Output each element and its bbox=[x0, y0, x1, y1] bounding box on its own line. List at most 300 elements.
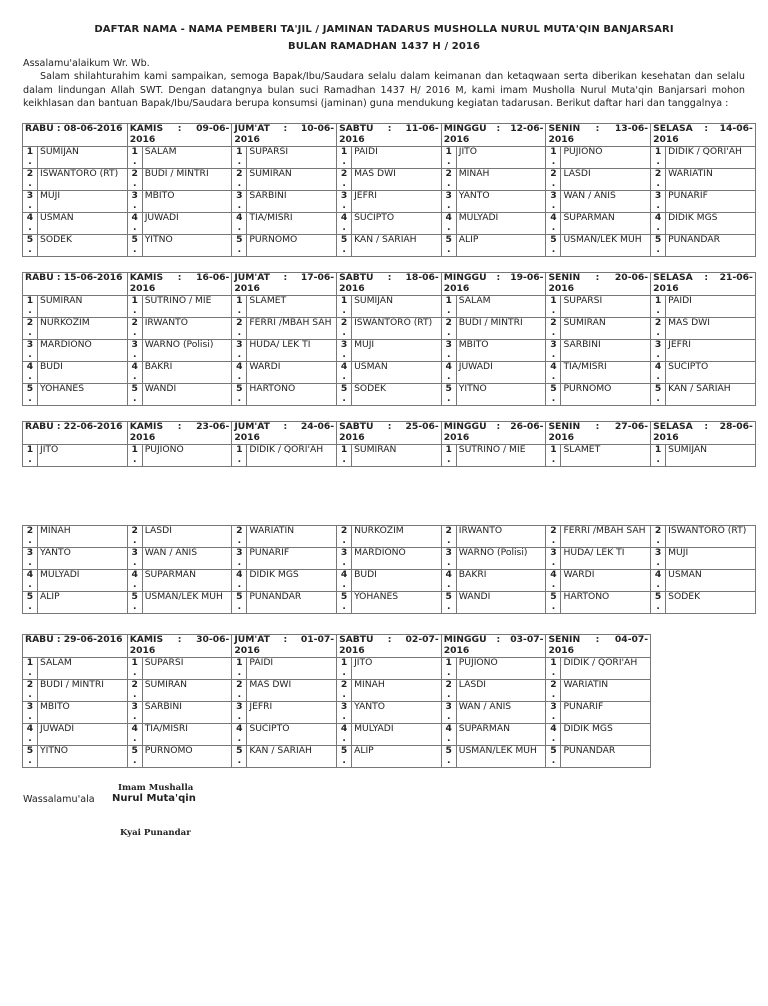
day-header: SABTU : 11-06-2016 bbox=[337, 124, 442, 147]
row-number: 3 . bbox=[441, 340, 456, 362]
row-number: 4 . bbox=[651, 213, 666, 235]
row-number: 2 . bbox=[651, 169, 666, 191]
day-header: RABU : 29-06-2016 bbox=[23, 635, 128, 658]
contributor-name: MULYADI bbox=[38, 570, 128, 592]
row-number: 4 . bbox=[232, 570, 247, 592]
contributor-name: DIDIK / QORI'AH bbox=[561, 658, 651, 680]
day-header: SELASA : 21-06-2016 bbox=[651, 273, 756, 296]
row-number: 5 . bbox=[546, 384, 561, 406]
row-number: 4 . bbox=[127, 213, 142, 235]
row-number: 3 . bbox=[441, 191, 456, 213]
contributor-name: MULYADI bbox=[352, 724, 442, 746]
row-number: 5 . bbox=[651, 592, 666, 614]
day-header: SELASA : 28-06-2016 bbox=[651, 422, 756, 445]
contributor-name: MAS DWI bbox=[352, 169, 442, 191]
row-number: 2 . bbox=[441, 526, 456, 548]
greeting: Assalamu'alaikum Wr. Wb. bbox=[23, 58, 150, 69]
day-header: MINGGU : 19-06-2016 bbox=[441, 273, 546, 296]
contributor-name: KAN / SARIAH bbox=[666, 384, 756, 406]
contributor-name: MINAH bbox=[352, 680, 442, 702]
row-number: 5 . bbox=[651, 235, 666, 257]
row-number: 4 . bbox=[337, 362, 352, 384]
contributor-name: PUJIONO bbox=[456, 658, 546, 680]
contributor-name: SODEK bbox=[38, 235, 128, 257]
row-number: 4 . bbox=[441, 362, 456, 384]
contributor-name: MBITO bbox=[38, 702, 128, 724]
contributor-name: SUCIPTO bbox=[352, 213, 442, 235]
contributor-name: HARTONO bbox=[247, 384, 337, 406]
signer-title: Imam Mushalla bbox=[118, 783, 194, 793]
row-number: 1 . bbox=[651, 296, 666, 318]
row-number: 2 . bbox=[337, 318, 352, 340]
row-number: 4 . bbox=[232, 362, 247, 384]
day-header: SABTU : 02-07-2016 bbox=[337, 635, 442, 658]
contributor-name: SALAM bbox=[142, 147, 232, 169]
row-number: 3 . bbox=[23, 191, 38, 213]
row-number: 3 . bbox=[546, 702, 561, 724]
row-number: 2 . bbox=[546, 169, 561, 191]
day-header: JUM'AT : 10-06-2016 bbox=[232, 124, 337, 147]
table-row bbox=[23, 235, 756, 257]
contributor-name: WAN / ANIS bbox=[142, 548, 232, 570]
row-number: 2 . bbox=[232, 169, 247, 191]
row-number: 5 . bbox=[337, 746, 352, 768]
contributor-name: MUJI bbox=[352, 340, 442, 362]
row-number: 3 . bbox=[127, 548, 142, 570]
contributor-name: PUNARIF bbox=[561, 702, 651, 724]
row-number: 1 . bbox=[23, 147, 38, 169]
contributor-name: PAIDI bbox=[666, 296, 756, 318]
contributor-name: JUWADI bbox=[38, 724, 128, 746]
row-number: 3 . bbox=[651, 340, 666, 362]
contributor-name: USMAN bbox=[38, 213, 128, 235]
contributor-name: JEFRI bbox=[247, 702, 337, 724]
contributor-name: WARIATIN bbox=[666, 169, 756, 191]
row-number: 5 . bbox=[232, 235, 247, 257]
row-number: 1 . bbox=[441, 296, 456, 318]
table-row bbox=[23, 318, 756, 340]
contributor-name: PUNARIF bbox=[247, 548, 337, 570]
row-number: 3 . bbox=[232, 340, 247, 362]
contributor-name: USMAN bbox=[352, 362, 442, 384]
row-number: 1 . bbox=[546, 445, 561, 467]
contributor-name: SUMIRAN bbox=[352, 445, 442, 467]
row-number: 3 . bbox=[651, 548, 666, 570]
row-number: 1 . bbox=[546, 147, 561, 169]
row-number: 2 . bbox=[23, 680, 38, 702]
row-number: 4 . bbox=[546, 570, 561, 592]
row-number: 5 . bbox=[232, 746, 247, 768]
row-number: 5 . bbox=[441, 235, 456, 257]
row-number: 5 . bbox=[23, 235, 38, 257]
contributor-name: BAKRI bbox=[456, 570, 546, 592]
day-header: MINGGU : 12-06-2016 bbox=[441, 124, 546, 147]
row-number: 1 . bbox=[232, 445, 247, 467]
row-number: 3 . bbox=[127, 191, 142, 213]
row-number: 4 . bbox=[651, 362, 666, 384]
day-header: KAMIS : 16-06-2016 bbox=[127, 273, 232, 296]
contributor-name: DIDIK MGS bbox=[561, 724, 651, 746]
row-number: 2 . bbox=[441, 169, 456, 191]
contributor-name: MAS DWI bbox=[247, 680, 337, 702]
contributor-name: SALAM bbox=[456, 296, 546, 318]
contributor-name: SLAMET bbox=[247, 296, 337, 318]
row-number: 5 . bbox=[127, 384, 142, 406]
contributor-name: YANTO bbox=[38, 548, 128, 570]
table-row bbox=[23, 702, 651, 724]
contributor-name: WARIATIN bbox=[247, 526, 337, 548]
day-header: RABU : 22-06-2016 bbox=[23, 422, 128, 445]
day-header: KAMIS : 30-06-2016 bbox=[127, 635, 232, 658]
contributor-name: ALIP bbox=[38, 592, 128, 614]
contributor-name: PUNANDAR bbox=[561, 746, 651, 768]
contributor-name: SLAMET bbox=[561, 445, 651, 467]
contributor-name: USMAN/LEK MUH bbox=[561, 235, 651, 257]
row-number: 3 . bbox=[337, 191, 352, 213]
contributor-name: LASDI bbox=[142, 526, 232, 548]
contributor-name: HUDA/ LEK TI bbox=[561, 548, 651, 570]
contributor-name: MBITO bbox=[456, 340, 546, 362]
row-number: 2 . bbox=[23, 526, 38, 548]
contributor-name: WARDI bbox=[247, 362, 337, 384]
contributor-name: SUPARMAN bbox=[456, 724, 546, 746]
table-row bbox=[23, 592, 756, 614]
schedule-table-week-1 bbox=[22, 123, 756, 257]
letter-body: Salam shilahturahim kami sampaikan, semoga Bapak/Ibu/Saudara selalu dalam keimanan dan ketaqwaan serta diberikan kesehatan dan selalu dalam lindungan Allah SWT. Dengan datangnya bulan suci Ramadhan 1437 H/ 2016 M, kami imam Musholla Nurul Muta'qin Banjarsari mohon keikhlasan dan bantuan Bapak/Ibu/Saudara berupa konsumsi (jaminan) guna mendukung kegiatan tadarusan. Berikut daftar hari dan tanggalnya : bbox=[23, 71, 745, 110]
row-number: 2 . bbox=[546, 526, 561, 548]
day-header: KAMIS : 09-06-2016 bbox=[127, 124, 232, 147]
row-number: 3 . bbox=[546, 548, 561, 570]
contributor-name: USMAN bbox=[666, 570, 756, 592]
contributor-name: MUJI bbox=[38, 191, 128, 213]
row-number: 4 . bbox=[337, 570, 352, 592]
contributor-name: SODEK bbox=[666, 592, 756, 614]
contributor-name: WANDI bbox=[142, 384, 232, 406]
row-number: 2 . bbox=[441, 318, 456, 340]
table-row bbox=[23, 384, 756, 406]
row-number: 4 . bbox=[441, 724, 456, 746]
row-number: 2 . bbox=[337, 680, 352, 702]
contributor-name: MAS DWI bbox=[666, 318, 756, 340]
contributor-name: JITO bbox=[38, 445, 128, 467]
row-number: 1 . bbox=[127, 147, 142, 169]
table-row bbox=[23, 191, 756, 213]
contributor-name: MINAH bbox=[38, 526, 128, 548]
contributor-name: PUNANDAR bbox=[666, 235, 756, 257]
table-row bbox=[23, 340, 756, 362]
row-number: 1 . bbox=[441, 445, 456, 467]
contributor-name: SUCIPTO bbox=[247, 724, 337, 746]
row-number: 2 . bbox=[651, 318, 666, 340]
document-subtitle: BULAN RAMADHAN 1437 H / 2016 bbox=[287, 41, 481, 52]
row-number: 5 . bbox=[441, 746, 456, 768]
contributor-name: DIDIK MGS bbox=[247, 570, 337, 592]
table-row bbox=[23, 724, 651, 746]
row-number: 4 . bbox=[651, 570, 666, 592]
day-header: SENIN : 04-07-2016 bbox=[546, 635, 651, 658]
table-row bbox=[23, 147, 756, 169]
contributor-name: MINAH bbox=[456, 169, 546, 191]
contributor-name: MARDIONO bbox=[352, 548, 442, 570]
contributor-name: WAN / ANIS bbox=[561, 191, 651, 213]
row-number: 2 . bbox=[127, 526, 142, 548]
contributor-name: HARTONO bbox=[561, 592, 651, 614]
row-number: 5 . bbox=[23, 746, 38, 768]
table-row bbox=[23, 658, 651, 680]
row-number: 1 . bbox=[23, 658, 38, 680]
contributor-name: PUNANDAR bbox=[247, 592, 337, 614]
contributor-name: KAN / SARIAH bbox=[247, 746, 337, 768]
table-row bbox=[23, 548, 756, 570]
contributor-name: WARNO (Polisi) bbox=[456, 548, 546, 570]
table-row bbox=[23, 746, 651, 768]
table-row bbox=[23, 445, 756, 467]
row-number: 2 . bbox=[232, 680, 247, 702]
contributor-name: JITO bbox=[352, 658, 442, 680]
row-number: 2 . bbox=[23, 169, 38, 191]
row-number: 1 . bbox=[23, 445, 38, 467]
row-number: 3 . bbox=[441, 702, 456, 724]
contributor-name: YITNO bbox=[456, 384, 546, 406]
row-number: 1 . bbox=[651, 445, 666, 467]
row-number: 3 . bbox=[546, 191, 561, 213]
contributor-name: SARBINI bbox=[561, 340, 651, 362]
contributor-name: WAN / ANIS bbox=[456, 702, 546, 724]
row-number: 3 . bbox=[23, 702, 38, 724]
contributor-name: SUMIJAN bbox=[352, 296, 442, 318]
contributor-name: SUPARSI bbox=[142, 658, 232, 680]
row-number: 3 . bbox=[23, 548, 38, 570]
contributor-name: ALIP bbox=[352, 746, 442, 768]
day-header: SABTU : 25-06-2016 bbox=[337, 422, 442, 445]
row-number: 5 . bbox=[232, 384, 247, 406]
contributor-name: YANTO bbox=[456, 191, 546, 213]
row-number: 2 . bbox=[23, 318, 38, 340]
contributor-name: SARBINI bbox=[247, 191, 337, 213]
row-number: 1 . bbox=[546, 296, 561, 318]
row-number: 2 . bbox=[337, 169, 352, 191]
table-row bbox=[23, 362, 756, 384]
contributor-name: SUMIJAN bbox=[666, 445, 756, 467]
contributor-name: SALAM bbox=[38, 658, 128, 680]
document-title: DAFTAR NAMA - NAMA PEMBERI TA'JIL / JAMINAN TADARUS MUSHOLLA NURUL MUTA'QIN BANJARSARI bbox=[94, 24, 674, 35]
contributor-name: SUPARMAN bbox=[142, 570, 232, 592]
row-number: 1 . bbox=[23, 296, 38, 318]
row-number: 5 . bbox=[337, 592, 352, 614]
day-header: SENIN : 13-06-2016 bbox=[546, 124, 651, 147]
row-number: 4 . bbox=[232, 724, 247, 746]
row-number: 3 . bbox=[232, 702, 247, 724]
row-number: 2 . bbox=[337, 526, 352, 548]
row-number: 5 . bbox=[441, 384, 456, 406]
row-number: 5 . bbox=[23, 384, 38, 406]
row-number: 3 . bbox=[23, 340, 38, 362]
table-row bbox=[23, 570, 756, 592]
contributor-name: SUPARSI bbox=[247, 147, 337, 169]
row-number: 2 . bbox=[232, 526, 247, 548]
day-header: MINGGU : 03-07-2016 bbox=[441, 635, 546, 658]
contributor-name: JITO bbox=[456, 147, 546, 169]
row-number: 1 . bbox=[232, 658, 247, 680]
row-number: 4 . bbox=[337, 213, 352, 235]
contributor-name: FERRI /MBAH SAH bbox=[561, 526, 651, 548]
contributor-name: ISWANTORO (RT) bbox=[352, 318, 442, 340]
row-number: 5 . bbox=[23, 592, 38, 614]
contributor-name: MULYADI bbox=[456, 213, 546, 235]
row-number: 5 . bbox=[337, 235, 352, 257]
contributor-name: YOHANES bbox=[352, 592, 442, 614]
row-number: 1 . bbox=[127, 445, 142, 467]
contributor-name: USMAN/LEK MUH bbox=[142, 592, 232, 614]
day-header: JUM'AT : 01-07-2016 bbox=[232, 635, 337, 658]
contributor-name: BUDI / MINTRI bbox=[38, 680, 128, 702]
contributor-name: YANTO bbox=[352, 702, 442, 724]
row-number: 4 . bbox=[546, 213, 561, 235]
contributor-name: PURNOMO bbox=[561, 384, 651, 406]
row-number: 2 . bbox=[651, 526, 666, 548]
schedule-table-week-3 bbox=[22, 421, 756, 467]
row-number: 3 . bbox=[546, 340, 561, 362]
day-header: SABTU : 18-06-2016 bbox=[337, 273, 442, 296]
row-number: 1 . bbox=[337, 658, 352, 680]
contributor-name: SUMIJAN bbox=[38, 147, 128, 169]
signer-org: Nurul Muta'qin bbox=[112, 793, 196, 804]
row-number: 2 . bbox=[441, 680, 456, 702]
row-number: 4 . bbox=[127, 570, 142, 592]
contributor-name: FERRI /MBAH SAH bbox=[247, 318, 337, 340]
row-number: 4 . bbox=[23, 213, 38, 235]
contributor-name: SODEK bbox=[352, 384, 442, 406]
row-number: 2 . bbox=[127, 318, 142, 340]
contributor-name: ISWANTORO (RT) bbox=[666, 526, 756, 548]
contributor-name: SUMIRAN bbox=[142, 680, 232, 702]
table-row bbox=[23, 169, 756, 191]
row-number: 3 . bbox=[127, 340, 142, 362]
contributor-name: PURNOMO bbox=[142, 746, 232, 768]
row-number: 2 . bbox=[127, 680, 142, 702]
contributor-name: SARBINI bbox=[142, 702, 232, 724]
row-number: 2 . bbox=[546, 318, 561, 340]
contributor-name: DIDIK / QORI'AH bbox=[247, 445, 337, 467]
row-number: 1 . bbox=[337, 147, 352, 169]
contributor-name: SUMIRAN bbox=[38, 296, 128, 318]
contributor-name: MARDIONO bbox=[38, 340, 128, 362]
row-number: 3 . bbox=[337, 548, 352, 570]
contributor-name: BUDI bbox=[38, 362, 128, 384]
row-number: 1 . bbox=[337, 296, 352, 318]
table-row bbox=[23, 526, 756, 548]
contributor-name: WARNO (Polisi) bbox=[142, 340, 232, 362]
row-number: 4 . bbox=[23, 724, 38, 746]
contributor-name: TIA/MISRI bbox=[561, 362, 651, 384]
row-number: 3 . bbox=[651, 191, 666, 213]
contributor-name: LASDI bbox=[561, 169, 651, 191]
row-number: 2 . bbox=[232, 318, 247, 340]
day-header: KAMIS : 23-06-2016 bbox=[127, 422, 232, 445]
contributor-name: BAKRI bbox=[142, 362, 232, 384]
row-number: 4 . bbox=[441, 570, 456, 592]
contributor-name: PURNOMO bbox=[247, 235, 337, 257]
table-row bbox=[23, 213, 756, 235]
row-number: 1 . bbox=[127, 296, 142, 318]
contributor-name: TIA/MISRI bbox=[142, 724, 232, 746]
day-header: JUM'AT : 24-06-2016 bbox=[232, 422, 337, 445]
contributor-name: SUPARMAN bbox=[561, 213, 651, 235]
day-header: JUM'AT : 17-06-2016 bbox=[232, 273, 337, 296]
contributor-name: NURKOZIM bbox=[352, 526, 442, 548]
contributor-name: DIDIK MGS bbox=[666, 213, 756, 235]
contributor-name: JUWADI bbox=[142, 213, 232, 235]
contributor-name: MUJI bbox=[666, 548, 756, 570]
contributor-name: BUDI / MINTRI bbox=[142, 169, 232, 191]
row-number: 4 . bbox=[23, 570, 38, 592]
contributor-name: NURKOZIM bbox=[38, 318, 128, 340]
contributor-name: SUCIPTO bbox=[666, 362, 756, 384]
row-number: 1 . bbox=[441, 147, 456, 169]
row-number: 5 . bbox=[232, 592, 247, 614]
row-number: 4 . bbox=[23, 362, 38, 384]
row-number: 5 . bbox=[127, 592, 142, 614]
contributor-name: USMAN/LEK MUH bbox=[456, 746, 546, 768]
row-number: 5 . bbox=[337, 384, 352, 406]
row-number: 1 . bbox=[232, 147, 247, 169]
contributor-name: SUMIRAN bbox=[247, 169, 337, 191]
contributor-name: MBITO bbox=[142, 191, 232, 213]
row-number: 5 . bbox=[651, 384, 666, 406]
contributor-name: TIA/MISRI bbox=[247, 213, 337, 235]
contributor-name: JUWADI bbox=[456, 362, 546, 384]
day-header: SELASA : 14-06-2016 bbox=[651, 124, 756, 147]
contributor-name: ALIP bbox=[456, 235, 546, 257]
row-number: 1 . bbox=[337, 445, 352, 467]
table-row bbox=[23, 296, 756, 318]
contributor-name: PUNARIF bbox=[666, 191, 756, 213]
contributor-name: BUDI bbox=[352, 570, 442, 592]
contributor-name: HUDA/ LEK TI bbox=[247, 340, 337, 362]
row-number: 1 . bbox=[546, 658, 561, 680]
row-number: 5 . bbox=[127, 746, 142, 768]
contributor-name: WARIATIN bbox=[561, 680, 651, 702]
contributor-name: ISWANTORO (RT) bbox=[38, 169, 128, 191]
contributor-name: JEFRI bbox=[666, 340, 756, 362]
contributor-name: YITNO bbox=[142, 235, 232, 257]
row-number: 1 . bbox=[651, 147, 666, 169]
contributor-name: WANDI bbox=[456, 592, 546, 614]
row-number: 5 . bbox=[546, 746, 561, 768]
row-number: 4 . bbox=[546, 724, 561, 746]
row-number: 4 . bbox=[337, 724, 352, 746]
row-number: 3 . bbox=[337, 340, 352, 362]
contributor-name: SUTRINO / MIE bbox=[456, 445, 546, 467]
contributor-name: SUPARSI bbox=[561, 296, 651, 318]
row-number: 1 . bbox=[232, 296, 247, 318]
row-number: 2 . bbox=[546, 680, 561, 702]
row-number: 3 . bbox=[127, 702, 142, 724]
schedule-table-week-4 bbox=[22, 634, 651, 768]
day-header: MINGGU : 26-06-2016 bbox=[441, 422, 546, 445]
contributor-name: BUDI / MINTRI bbox=[456, 318, 546, 340]
row-number: 4 . bbox=[441, 213, 456, 235]
contributor-name: SUTRINO / MIE bbox=[142, 296, 232, 318]
row-number: 5 . bbox=[546, 592, 561, 614]
row-number: 1 . bbox=[441, 658, 456, 680]
day-header: RABU : 15-06-2016 bbox=[23, 273, 128, 296]
row-number: 4 . bbox=[232, 213, 247, 235]
schedule-table-week-3 bbox=[22, 525, 756, 614]
contributor-name: YOHANES bbox=[38, 384, 128, 406]
contributor-name: PUJIONO bbox=[561, 147, 651, 169]
contributor-name: IRWANTO bbox=[456, 526, 546, 548]
